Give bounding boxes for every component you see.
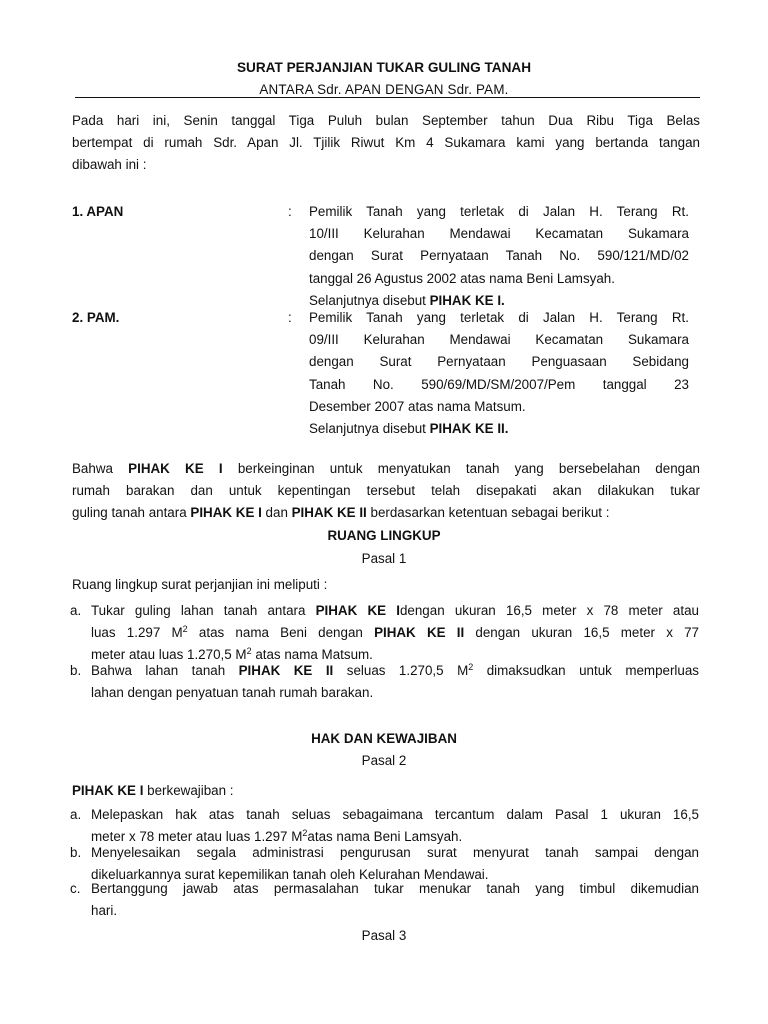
intent-text: dan (261, 505, 292, 521)
section2-party-ref: PIHAK KE I (72, 783, 144, 798)
section2-pasal: Pasal 2 (361, 753, 407, 768)
item-line (91, 644, 699, 661)
party2-name: 2. PAM. (72, 310, 120, 325)
section3-pasal: Pasal 3 (361, 928, 407, 943)
item-line: hari. (91, 903, 118, 919)
party1-line: 10/III Kelurahan Mendawai Kecamatan Sukamara (309, 226, 689, 242)
intent-text: Bahwa (72, 461, 129, 476)
intent-line (72, 502, 700, 524)
party2-description (309, 307, 689, 440)
item-text: atas nama Beni dengan (187, 625, 375, 641)
item-line (91, 826, 699, 843)
item-line (91, 600, 699, 622)
item-text: Tukar guling lahan tanah antara (91, 603, 316, 618)
section2-intro-text: berkewajiban : (143, 783, 234, 798)
item-line: Bertanggung jawab atas permasalahan tukar menukar tanah yang timbul dikemudian (91, 881, 699, 896)
item-text: Bahwa lahan tanah (91, 663, 239, 678)
item-line (91, 622, 699, 644)
section2-item-c (91, 878, 699, 922)
item-line: dikeluarkannya surat kepemilikan tanah oleh Kelurahan Mendawai. (91, 867, 489, 883)
party2-line: Desember 2007 atas nama Matsum. (309, 398, 526, 414)
opening-line: dibawah ini : (72, 157, 147, 173)
party1-designation: PIHAK KE I. (429, 292, 505, 308)
section1-item-a (91, 600, 699, 661)
section2-item-a-label: a. (70, 807, 82, 822)
party1-line: tanggal 26 Agustus 2002 atas nama Beni Lamsyah. (309, 270, 615, 286)
item-text: dengan ukuran 16,5 meter x 78 meter atau (399, 603, 699, 618)
section1-heading: RUANG LINGKUP (327, 528, 441, 543)
intent-text: guling tanah antara (72, 505, 191, 521)
item-line (91, 660, 699, 682)
intent-party-ref: PIHAK KE I (190, 505, 262, 521)
item-party-ref: PIHAK KE II (374, 625, 465, 641)
section2-item-b-label: b. (70, 845, 82, 860)
superscript: 2 (468, 662, 474, 672)
section1-intro: Ruang lingkup surat perjanjian ini meliputi : (72, 577, 328, 592)
section2-item-c-label: c. (70, 881, 81, 896)
section1-pasal: Pasal 1 (361, 551, 407, 566)
superscript: 2 (246, 646, 252, 657)
party1-name: 1. APAN (72, 204, 124, 219)
intent-party-ref: PIHAK KE I (128, 461, 223, 476)
party1-description (309, 201, 689, 312)
intent-line: rumah barakan dan untuk kepentingan tersebut telah disepakati akan dilakukan tukar (72, 483, 700, 499)
title-underline (75, 97, 700, 98)
party1-colon: : (288, 204, 292, 219)
item-line: Menyelesaikan segala administrasi pengurusan surat menyurat tanah sampai dengan (91, 845, 699, 860)
document-subtitle: ANTARA Sdr. APAN DENGAN Sdr. PAM. (259, 82, 509, 97)
superscript: 2 (302, 828, 308, 839)
item-text: dengan ukuran 16,5 meter x 77 (464, 625, 699, 641)
party2-colon: : (288, 310, 292, 325)
item-text: seluas 1.270,5 M (333, 663, 469, 678)
superscript: 2 (182, 624, 188, 635)
item-text: atas nama Beni Lamsyah. (307, 829, 463, 845)
item-line: lahan dengan penyatuan tanah rumah barakan. (91, 685, 374, 701)
document-title: SURAT PERJANJIAN TUKAR GULING TANAH (236, 60, 532, 75)
party2-line (309, 418, 689, 440)
item-text: meter x 78 meter atau luas 1.297 M (91, 829, 303, 845)
section2-item-a (91, 804, 699, 843)
item-text: dimaksudkan untuk memperluas (473, 663, 699, 678)
party1-label-text: Selanjutnya disebut (309, 292, 430, 308)
party2-line: Tanah No. 590/69/MD/SM/2007/Pem tanggal 23 (309, 376, 689, 392)
item-party-ref: PIHAK KE II (238, 663, 334, 678)
intent-party-ref: PIHAK KE II (291, 505, 367, 521)
item-text: luas 1.297 M (91, 625, 183, 641)
party2-label-text: Selanjutnya disebut (309, 420, 430, 436)
section1-item-a-label: a. (70, 603, 82, 618)
intent-line (72, 458, 700, 480)
intent-paragraph (72, 458, 700, 525)
item-text: meter atau luas 1.270,5 M (91, 647, 247, 663)
party1-line: Pemilik Tanah yang terletak di Jalan H. Terang Rt. (309, 204, 689, 219)
party2-line: 09/III Kelurahan Mendawai Kecamatan Sukamara (309, 332, 689, 348)
intent-text: berdasarkan ketentuan sebagai berikut : (366, 505, 610, 521)
party1-line: dengan Surat Pernyataan Tanah No. 590/121/MD/02 (309, 248, 689, 264)
item-text: atas nama Matsum. (251, 647, 373, 663)
section1-item-b-label: b. (70, 663, 82, 678)
party2-line: Pemilik Tanah yang terletak di Jalan H. Terang Rt. (309, 310, 689, 325)
party2-line: dengan Surat Pernyataan Penguasaan Sebidang (309, 354, 689, 370)
party2-designation: PIHAK KE II. (429, 420, 509, 436)
section2-heading: HAK DAN KEWAJIBAN (311, 731, 457, 746)
item-line: Melepaskan hak atas tanah seluas sebagaimana tercantum dalam Pasal 1 ukuran 16,5 (91, 807, 699, 822)
opening-line: Pada hari ini, Senin tanggal Tiga Puluh bulan September tahun Dua Ribu Tiga Belas (72, 113, 700, 128)
section2-intro (72, 783, 234, 798)
item-party-ref: PIHAK KE I (315, 603, 400, 618)
intent-text: berkeinginan untuk menyatukan tanah yang bersebelahan dengan (222, 461, 700, 476)
opening-line: bertempat di rumah Sdr. Apan Jl. Tjilik Riwut Km 4 Sukamara kami yang bertanda tangan (72, 135, 700, 151)
opening-paragraph (72, 110, 700, 177)
section1-item-b (91, 660, 699, 704)
